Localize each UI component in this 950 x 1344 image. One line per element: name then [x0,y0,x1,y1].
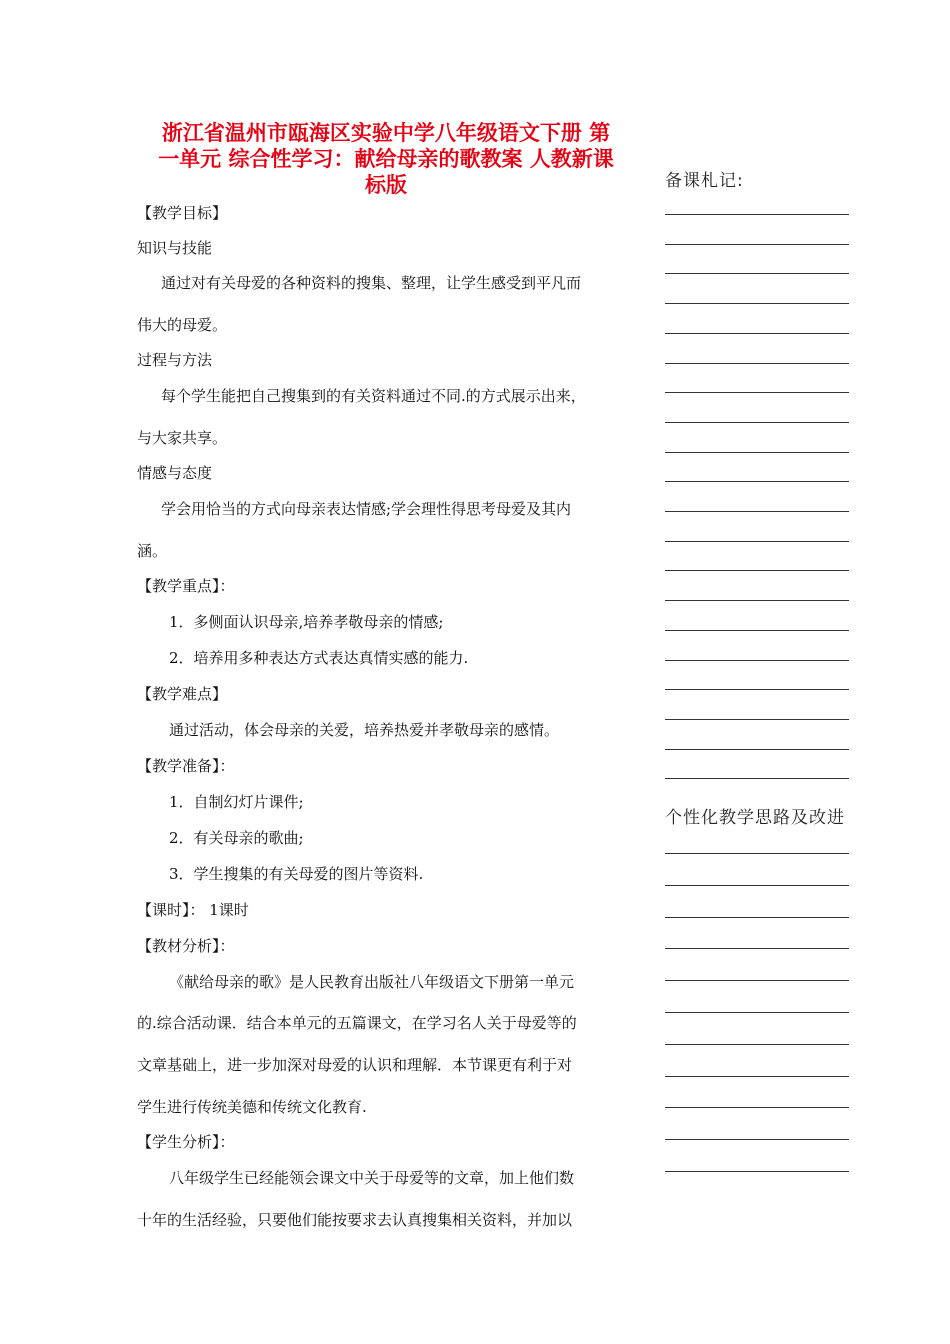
writing-line [665,980,849,981]
emotion-heading: 情感与态度 [137,464,213,482]
title-line-3: 标版 [365,173,407,197]
process-line-2: 与大家共享。 [137,429,228,447]
writing-line [665,917,849,918]
prep-item-1: 1．自制幻灯片课件; [169,793,304,811]
notes-heading: 备课札记: [665,171,744,191]
material-line-3: 文章基础上，进一步加深对母爱的认识和理解．本节课更有利于对 [137,1056,573,1074]
emotion-line-1: 学会用恰当的方式向母亲表达情感;学会理性得思考母爱及其内 [161,500,572,518]
writing-line [665,719,849,720]
student-heading: 【学生分析】： [137,1133,235,1151]
title-line-2: 一单元 综合性学习：献给母亲的歌教案 人教新课 [158,147,614,171]
writing-line [665,1139,849,1140]
writing-line [665,481,849,482]
writing-line [665,570,849,571]
writing-line [665,541,849,542]
improve-heading: 个性化教学思路及改进 [665,808,845,828]
writing-line [665,333,849,334]
writing-line [665,273,849,274]
prep-item-2: 2．有关母亲的歌曲; [169,829,304,847]
difficulty-line: 通过活动，体会母亲的关爱，培养热爱并孝敬母亲的感情。 [169,721,560,739]
writing-line [665,660,849,661]
knowledge-heading: 知识与技能 [137,239,213,257]
writing-line [665,630,849,631]
writing-line [665,600,849,601]
material-line-1: 《献给母亲的歌》是人民教育出版社八年级语文下册第一单元 [169,973,575,991]
writing-line [665,452,849,453]
title-line-1: 浙江省温州市瓯海区实验中学八年级语文下册 第 [161,121,611,145]
objective-heading: 【教学目标】 [137,204,228,222]
writing-line [665,885,849,886]
writing-line [665,689,849,690]
writing-line [665,1107,849,1108]
writing-line [665,1076,849,1077]
writing-line [665,392,849,393]
knowledge-line-1: 通过对有关母爱的各种资料的搜集、整理，让学生感受到平凡而 [161,274,582,292]
prep-heading: 【教学准备】： [137,757,235,775]
writing-line [665,511,849,512]
process-heading: 过程与方法 [137,351,213,369]
writing-line [665,1044,849,1045]
difficulty-heading: 【教学难点】 [137,685,228,703]
writing-line [665,363,849,364]
writing-line [665,778,849,779]
document-title [137,120,635,198]
key-item-1: 1．多侧面认识母亲,培养孝敬母亲的情感; [169,613,444,631]
material-line-4: 学生进行传统美德和传统文化教育. [137,1098,367,1116]
writing-line [665,1171,849,1172]
prep-item-3: 3．学生搜集的有关母爱的图片等资料. [169,865,424,883]
key-item-2: 2．培养用多种表达方式表达真情实感的能力. [169,649,469,667]
writing-line [665,853,849,854]
student-line-2: 十年的生活经验，只要他们能按要求去认真搜集相关资料，并加以 [137,1211,573,1229]
material-heading: 【教材分析】： [137,937,235,955]
writing-line [665,749,849,750]
writing-line [665,1012,849,1013]
writing-line [665,214,849,215]
material-line-2: 的.综合活动课．结合本单元的五篇课文，在学习名人关于母爱等的 [137,1014,577,1032]
key-heading: 【教学重点】： [137,577,235,595]
process-line-1: 每个学生能把自己搜集到的有关资料通过不同.的方式展示出来， [161,387,586,405]
writing-line [665,422,849,423]
emotion-line-2: 涵。 [137,542,168,560]
writing-line [665,303,849,304]
writing-line [665,244,849,245]
writing-line [665,948,849,949]
student-line-1: 八年级学生已经能领会课文中关于母爱等的文章，加上他们数 [169,1169,575,1187]
knowledge-line-2: 伟大的母爱。 [137,316,228,334]
hours-line: 【课时】： 1课时 [137,901,249,919]
